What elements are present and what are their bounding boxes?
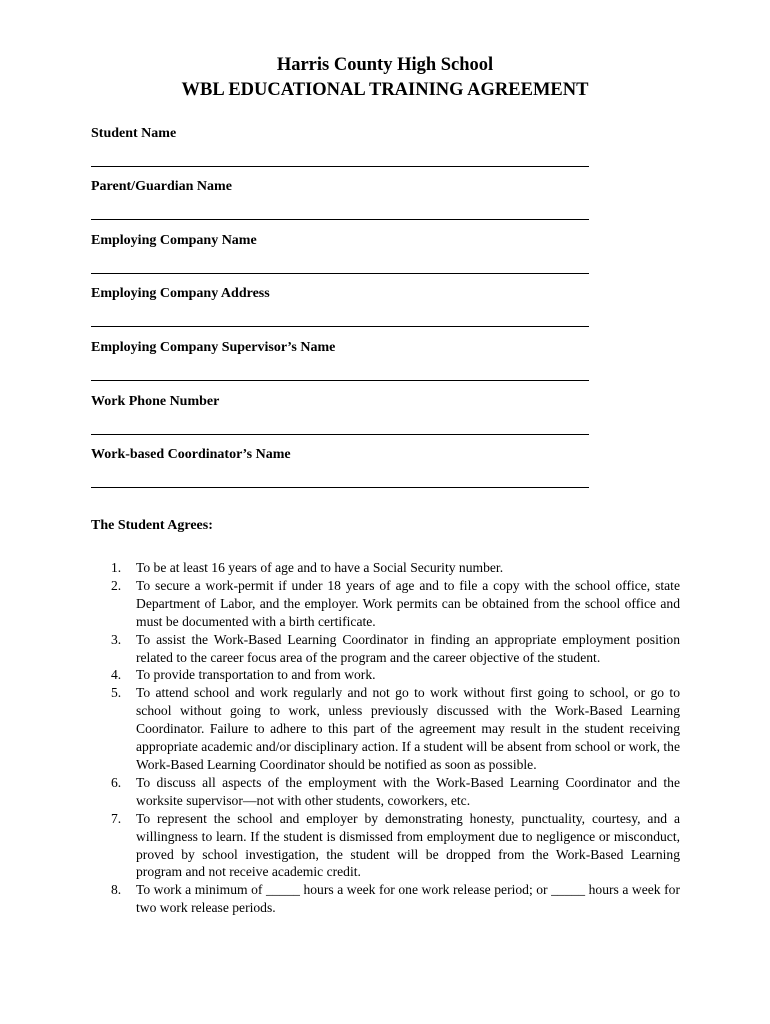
agreement-item — [91, 881, 680, 917]
item-number: 3. — [111, 631, 122, 647]
agreement-item — [91, 631, 680, 667]
coordinator-name-line[interactable] — [91, 487, 589, 488]
item-text: To represent the school and employer by demonstrating honesty, punctuality, courtesy, and a willingness to learn. If the student is dismissed from employment due to negligence or misconduct, proved by school investigation, the student will be dropped from the Work-Based Learning program and not receive academic credit. — [136, 810, 680, 880]
parent-guardian-name-line[interactable] — [91, 219, 589, 220]
item-text: To be at least 16 years of age and to have a Social Security number. — [136, 560, 504, 575]
school-name: Harris County High School — [276, 55, 494, 75]
item-number: 2. — [111, 577, 122, 593]
agreement-item — [91, 666, 680, 684]
item-text: To secure a work-permit if under 18 years of age and to file a copy with the school office, state Department of Labor, and the employer. Work permits can be obtained from the school office and must be documented with a birth certificate. — [136, 577, 680, 629]
student-name-label: Student Name — [91, 126, 177, 141]
item-number: 1. — [111, 560, 122, 575]
employing-company-address-label: Employing Company Address — [91, 286, 270, 301]
item-number: 8. — [111, 882, 122, 898]
item-number: 4. — [111, 667, 122, 683]
student-agrees-heading: The Student Agrees: — [91, 518, 213, 533]
item-text: To discuss all aspects of the employment with the Work-Based Learning Coordinator and the worksite supervisor—not with other students, coworkers, etc. — [136, 774, 680, 808]
item-number: 6. — [111, 774, 122, 790]
employing-company-name-line[interactable] — [91, 273, 589, 274]
agreement-item — [91, 774, 680, 810]
supervisor-name-label: Employing Company Supervisor’s Name — [91, 340, 336, 355]
agreement-item — [91, 810, 680, 882]
item-text: To assist the Work-Based Learning Coordinator in finding an appropriate employment position related to the career focus area of the program and the career objective of the student. — [136, 631, 680, 665]
form-title: WBL EDUCATIONAL TRAINING AGREEMENT — [181, 80, 589, 100]
agreement-list — [91, 559, 680, 917]
supervisor-name-line[interactable] — [91, 380, 589, 381]
item-number: 5. — [111, 685, 122, 701]
item-text: To attend school and work regularly and not go to work without first going to school, or go to school without going to work, unless previously discussed with the Work-Based Learning Coordinator. Failure to adhere to this part of the agreement may result in the student receiving appropriate academic and/or disciplinary action. If a student will be absent from school or work, the Work-Based Learning Coordinator should be notified as soon as possible. — [136, 685, 680, 772]
employing-company-address-line[interactable] — [91, 326, 589, 327]
work-phone-number-line[interactable] — [91, 434, 589, 435]
work-phone-number-label: Work Phone Number — [91, 394, 220, 409]
agreement-item — [91, 559, 680, 577]
item-number: 7. — [111, 810, 122, 826]
item-text: To provide transportation to and from work. — [136, 667, 376, 683]
employing-company-name-label: Employing Company Name — [91, 233, 257, 248]
agreement-item — [91, 684, 680, 774]
parent-guardian-name-label: Parent/Guardian Name — [91, 179, 232, 194]
coordinator-name-label: Work-based Coordinator’s Name — [91, 447, 291, 462]
student-name-line[interactable] — [91, 166, 589, 167]
agreement-item — [91, 577, 680, 631]
item-text: To work a minimum of _____ hours a week for one work release period; or _____ hours a week for two work release periods. — [136, 882, 680, 916]
